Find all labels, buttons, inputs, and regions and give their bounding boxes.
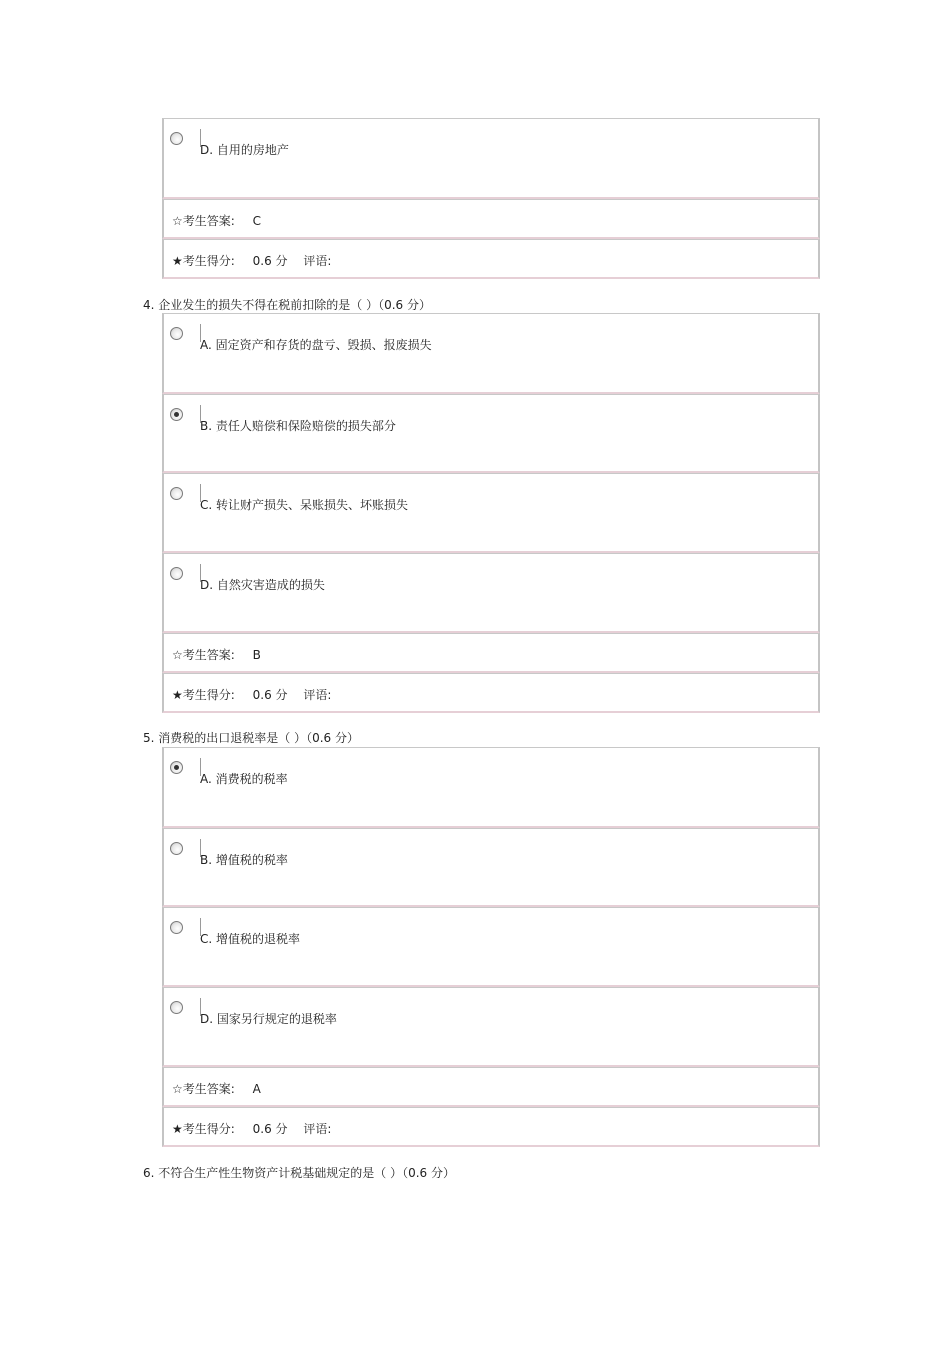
q5-option-c[interactable] — [162, 907, 820, 987]
option-label: A. 固定资产和存货的盘亏、毁损、报废损失 — [200, 338, 432, 352]
question-4 — [143, 296, 431, 313]
comment-label: 评语: — [303, 254, 332, 268]
option-label: D. 自用的房地产 — [200, 143, 289, 157]
q4-option-d[interactable] — [162, 553, 820, 633]
q4-score-row — [162, 673, 820, 713]
q3-option-d[interactable] — [162, 118, 820, 199]
question-6 — [143, 1164, 455, 1181]
radio-button-icon[interactable] — [170, 567, 183, 580]
radio-button-icon[interactable] — [170, 327, 183, 340]
q3-answer-row — [162, 199, 820, 239]
question-number: 5. — [143, 731, 155, 745]
option-label: C. 增值税的退税率 — [200, 932, 301, 946]
answer-label: ☆考生答案: — [172, 214, 235, 228]
option-label: B. 责任人赔偿和保险赔偿的损失部分 — [200, 419, 396, 433]
score-label: ★考生得分: — [172, 1122, 235, 1136]
score-value: 0.6 分 — [252, 688, 288, 702]
score-label: ★考生得分: — [172, 254, 235, 268]
q5-option-a[interactable] — [162, 747, 820, 828]
option-label: D. 国家另行规定的退税率 — [200, 1012, 337, 1026]
radio-button-checked-icon[interactable] — [170, 761, 183, 774]
question-5 — [143, 729, 359, 746]
question-number: 4. — [143, 298, 155, 312]
q3-score-row — [162, 239, 820, 279]
answer-label: ☆考生答案: — [172, 1082, 235, 1096]
q5-option-d[interactable] — [162, 987, 820, 1067]
q4-answer-row — [162, 633, 820, 673]
question-number: 6. — [143, 1166, 155, 1180]
option-label: B. 增值税的税率 — [200, 853, 288, 867]
radio-button-icon[interactable] — [170, 487, 183, 500]
answer-value: C — [252, 214, 262, 228]
score-value: 0.6 分 — [252, 1122, 288, 1136]
q4-option-c[interactable] — [162, 473, 820, 553]
option-label: A. 消费税的税率 — [200, 772, 288, 786]
option-label: D. 自然灾害造成的损失 — [200, 578, 325, 592]
score-label: ★考生得分: — [172, 688, 235, 702]
q5-option-b[interactable] — [162, 828, 820, 907]
option-label: C. 转让财产损失、呆账损失、坏账损失 — [200, 498, 409, 512]
radio-button-icon[interactable] — [170, 921, 183, 934]
radio-button-checked-icon[interactable] — [170, 408, 183, 421]
score-value: 0.6 分 — [252, 254, 288, 268]
q4-option-a[interactable] — [162, 313, 820, 394]
radio-button-icon[interactable] — [170, 1001, 183, 1014]
comment-label: 评语: — [303, 1122, 332, 1136]
answer-value: B — [252, 648, 261, 662]
question-text: 不符合生产性生物资产计税基础规定的是（ ）（0.6 分） — [158, 1166, 455, 1180]
question-text: 消费税的出口退税率是（ ）（0.6 分） — [158, 731, 359, 745]
question-text: 企业发生的损失不得在税前扣除的是（ ）（0.6 分） — [158, 298, 431, 312]
answer-label: ☆考生答案: — [172, 648, 235, 662]
radio-button-icon[interactable] — [170, 842, 183, 855]
comment-label: 评语: — [303, 688, 332, 702]
answer-value: A — [252, 1082, 261, 1096]
radio-button-icon[interactable] — [170, 132, 183, 145]
q5-score-row — [162, 1107, 820, 1147]
q4-option-b[interactable] — [162, 394, 820, 473]
q5-answer-row — [162, 1067, 820, 1107]
